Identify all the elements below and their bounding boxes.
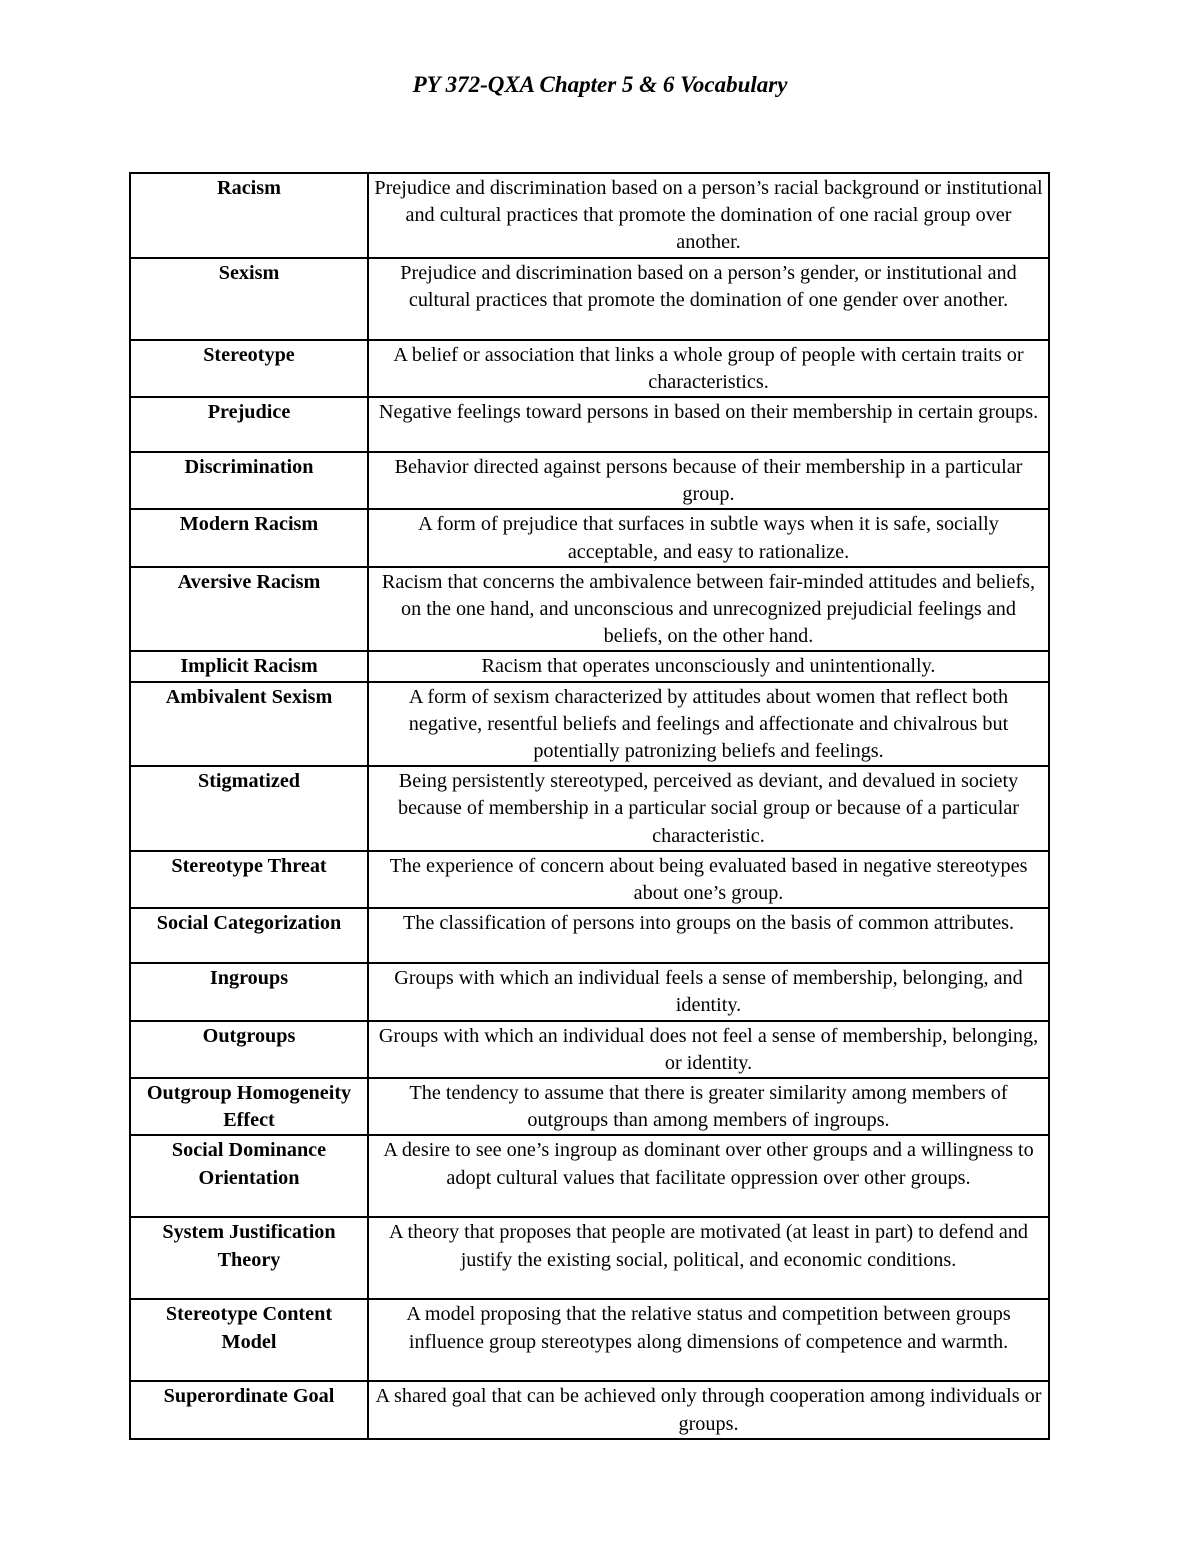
table-row	[130, 452, 1049, 509]
definition-cell: Negative feelings toward persons in based on their membership in certain groups.	[368, 397, 1049, 452]
page-title: PY 372-QXA Chapter 5 & 6 Vocabulary	[412, 72, 788, 97]
table-row	[130, 173, 1049, 258]
table-row	[130, 1021, 1049, 1078]
term-cell: Stereotype Threat	[130, 851, 368, 908]
table-row	[130, 258, 1049, 340]
definition-cell: Being persistently stereotyped, perceived as deviant, and devalued in society because of membership in a particular social group or because of a particular characteristic.	[368, 766, 1049, 851]
definition-cell: Behavior directed against persons because of their membership in a particular group.	[368, 452, 1049, 509]
table-row	[130, 1078, 1049, 1135]
table-row	[130, 567, 1049, 652]
term-cell: Racism	[130, 173, 368, 258]
term-cell: Outgroups	[130, 1021, 368, 1078]
term-cell: Superordinate Goal	[130, 1381, 368, 1438]
term-cell: Stereotype	[130, 340, 368, 397]
term-cell: Stereotype Content Model	[130, 1299, 368, 1381]
definition-cell: A desire to see one’s ingroup as dominant over other groups and a willingness to adopt cultural values that facilitate oppression over other groups.	[368, 1135, 1049, 1217]
term-cell: Discrimination	[130, 452, 368, 509]
table-row	[130, 851, 1049, 908]
vocabulary-table	[129, 172, 1050, 1440]
term-cell: Social Dominance Orientation	[130, 1135, 368, 1217]
table-row	[130, 682, 1049, 767]
table-row	[130, 1217, 1049, 1299]
definition-cell: The classification of persons into groups on the basis of common attributes.	[368, 908, 1049, 963]
definition-cell: Racism that concerns the ambivalence between fair-minded attitudes and beliefs, on the one hand, and unconscious and unrecognized prejudicial feelings and beliefs, on the other hand.	[368, 567, 1049, 652]
definition-cell: Prejudice and discrimination based on a person’s gender, or institutional and cultural practices that promote the domination of one gender over another.	[368, 258, 1049, 340]
table-row	[130, 1381, 1049, 1438]
term-cell: Aversive Racism	[130, 567, 368, 652]
term-cell: Sexism	[130, 258, 368, 340]
definition-cell: A form of sexism characterized by attitudes about women that reflect both negative, resentful beliefs and feelings and affectionate and chivalrous but potentially patronizing beliefs and feelings.	[368, 682, 1049, 767]
term-cell: Modern Racism	[130, 509, 368, 566]
term-cell: Ambivalent Sexism	[130, 682, 368, 767]
definition-cell: A form of prejudice that surfaces in subtle ways when it is safe, socially acceptable, and easy to rationalize.	[368, 509, 1049, 566]
term-cell: Social Categorization	[130, 908, 368, 963]
table-row	[130, 908, 1049, 963]
table-row	[130, 340, 1049, 397]
term-cell: Prejudice	[130, 397, 368, 452]
table-row	[130, 1299, 1049, 1381]
definition-cell: A theory that proposes that people are motivated (at least in part) to defend and justify the existing social, political, and economic conditions.	[368, 1217, 1049, 1299]
definition-cell: A shared goal that can be achieved only through cooperation among individuals or groups.	[368, 1381, 1049, 1438]
table-row	[130, 651, 1049, 681]
definition-cell: Groups with which an individual does not feel a sense of membership, belonging, or identity.	[368, 1021, 1049, 1078]
definition-cell: A belief or association that links a whole group of people with certain traits or characteristics.	[368, 340, 1049, 397]
definition-cell: Racism that operates unconsciously and unintentionally.	[368, 651, 1049, 681]
definition-cell: The experience of concern about being evaluated based in negative stereotypes about one’s group.	[368, 851, 1049, 908]
table-row	[130, 397, 1049, 452]
table-row	[130, 509, 1049, 566]
term-cell: Ingroups	[130, 963, 368, 1020]
table-row	[130, 1135, 1049, 1217]
table-row	[130, 766, 1049, 851]
definition-cell: The tendency to assume that there is greater similarity among members of outgroups than among members of ingroups.	[368, 1078, 1049, 1135]
term-cell: Outgroup Homogeneity Effect	[130, 1078, 368, 1135]
term-cell: Stigmatized	[130, 766, 368, 851]
definition-cell: Prejudice and discrimination based on a person’s racial background or institutional and cultural practices that promote the domination of one racial group over another.	[368, 173, 1049, 258]
term-cell: Implicit Racism	[130, 651, 368, 681]
definition-cell: Groups with which an individual feels a sense of membership, belonging, and identity.	[368, 963, 1049, 1020]
term-cell: System Justification Theory	[130, 1217, 368, 1299]
definition-cell: A model proposing that the relative status and competition between groups influence group stereotypes along dimensions of competence and warmth.	[368, 1299, 1049, 1381]
table-row	[130, 963, 1049, 1020]
